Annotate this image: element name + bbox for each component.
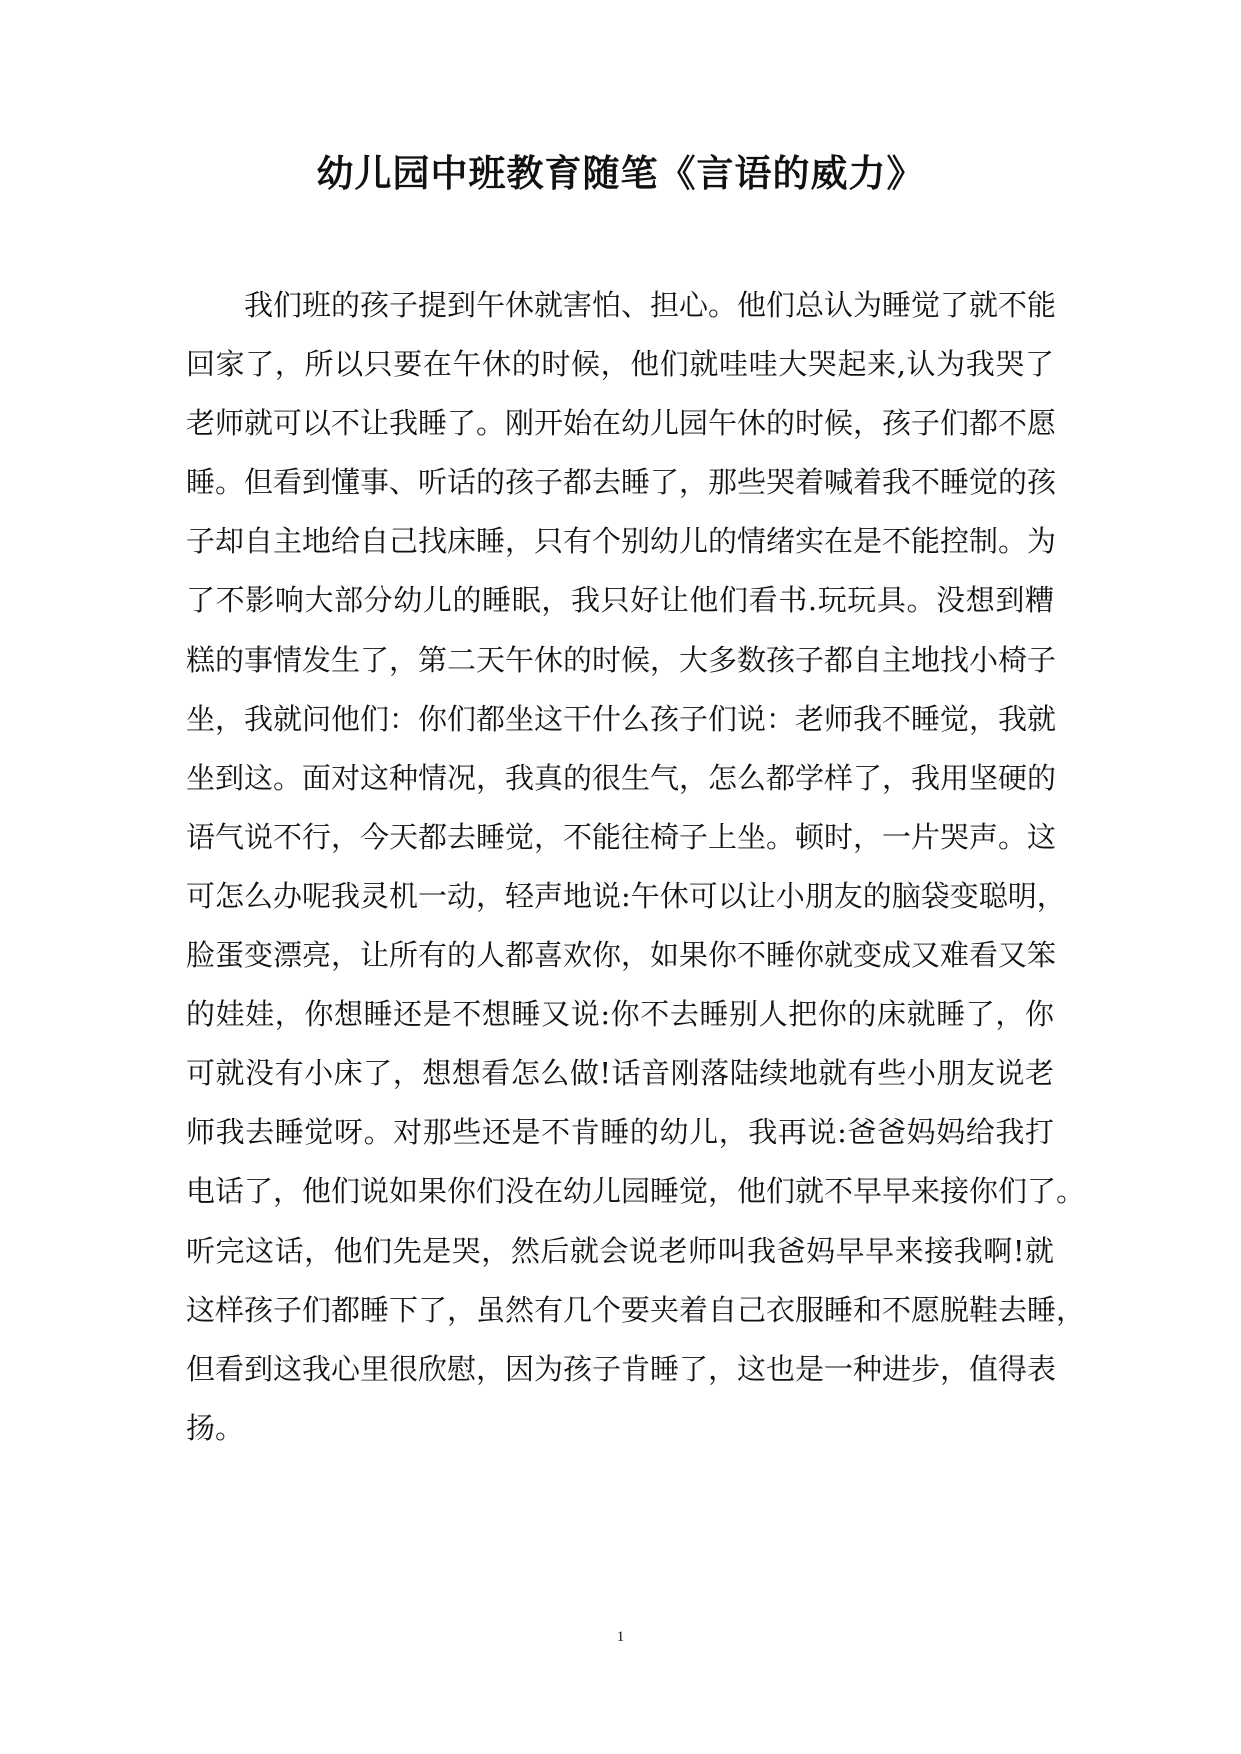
paragraph-line: 回家了，所以只要在午休的时候，他们就哇哇大哭起来,认为我哭了	[186, 347, 1054, 382]
paragraph-line: 但看到这我心里很欣慰，因为孩子肯睡了，这也是一种进步，值得表	[186, 1351, 1057, 1386]
paragraph-line: 的娃娃，你想睡还是不想睡又说:你不去睡别人把你的床就睡了，你	[186, 997, 1054, 1032]
paragraph-line: 坐，我就问他们：你们都坐这干什么孩子们说：老师我不睡觉，我就	[186, 701, 1057, 736]
paragraph-line: 睡。但看到懂事、听话的孩子都去睡了，那些哭着喊着我不睡觉的孩	[186, 465, 1057, 500]
paragraph-line: 师我去睡觉呀。对那些还是不肯睡的幼儿，我再说:爸爸妈妈给我打	[186, 1115, 1054, 1150]
paragraph-line: 听完这话，他们先是哭，然后就会说老师叫我爸妈早早来接我啊!就	[186, 1233, 1054, 1268]
body-paragraph	[186, 276, 1086, 1458]
paragraph-line: 脸蛋变漂亮，让所有的人都喜欢你，如果你不睡你就变成又难看又笨	[186, 938, 1057, 973]
paragraph-line: 可就没有小床了，想想看怎么做!话音刚落陆续地就有些小朋友说老	[186, 1056, 1054, 1091]
paragraph-line: 这样孩子们都睡下了，虽然有几个要夹着自己衣服睡和不愿脱鞋去睡，	[186, 1292, 1086, 1327]
paragraph-line: 语气说不行，今天都去睡觉，不能往椅子上坐。顿时，一片哭声。这	[186, 819, 1057, 854]
paragraph-line: 坐到这。面对这种情况，我真的很生气，怎么都学样了，我用坚硬的	[186, 760, 1057, 795]
paragraph-line: 电话了，他们说如果你们没在幼儿园睡觉，他们就不早早来接你们了。	[186, 1174, 1086, 1209]
paragraph-line: 老师就可以不让我睡了。刚开始在幼儿园午休的时候，孩子们都不愿	[186, 406, 1057, 441]
paragraph-line: 子却自主地给自己找床睡，只有个别幼儿的情绪实在是不能控制。为	[186, 524, 1057, 559]
page-number: 1	[616, 1629, 625, 1645]
paragraph-line: 可怎么办呢我灵机一动，轻声地说:午休可以让小朋友的脑袋变聪明，	[186, 878, 1066, 913]
paragraph-line: 我们班的孩子提到午休就害怕、担心。他们总认为睡觉了就不能	[244, 288, 1057, 322]
paragraph-line: 扬。	[186, 1410, 245, 1445]
paragraph-line: 糕的事情发生了，第二天午休的时候，大多数孩子都自主地找小椅子	[186, 642, 1057, 677]
paragraph-line: 了不影响大部分幼儿的睡眠，我只好让他们看书.玩玩具。没想到糟	[186, 583, 1054, 618]
document-title: 幼儿园中班教育随笔《言语的威力》	[316, 151, 925, 195]
